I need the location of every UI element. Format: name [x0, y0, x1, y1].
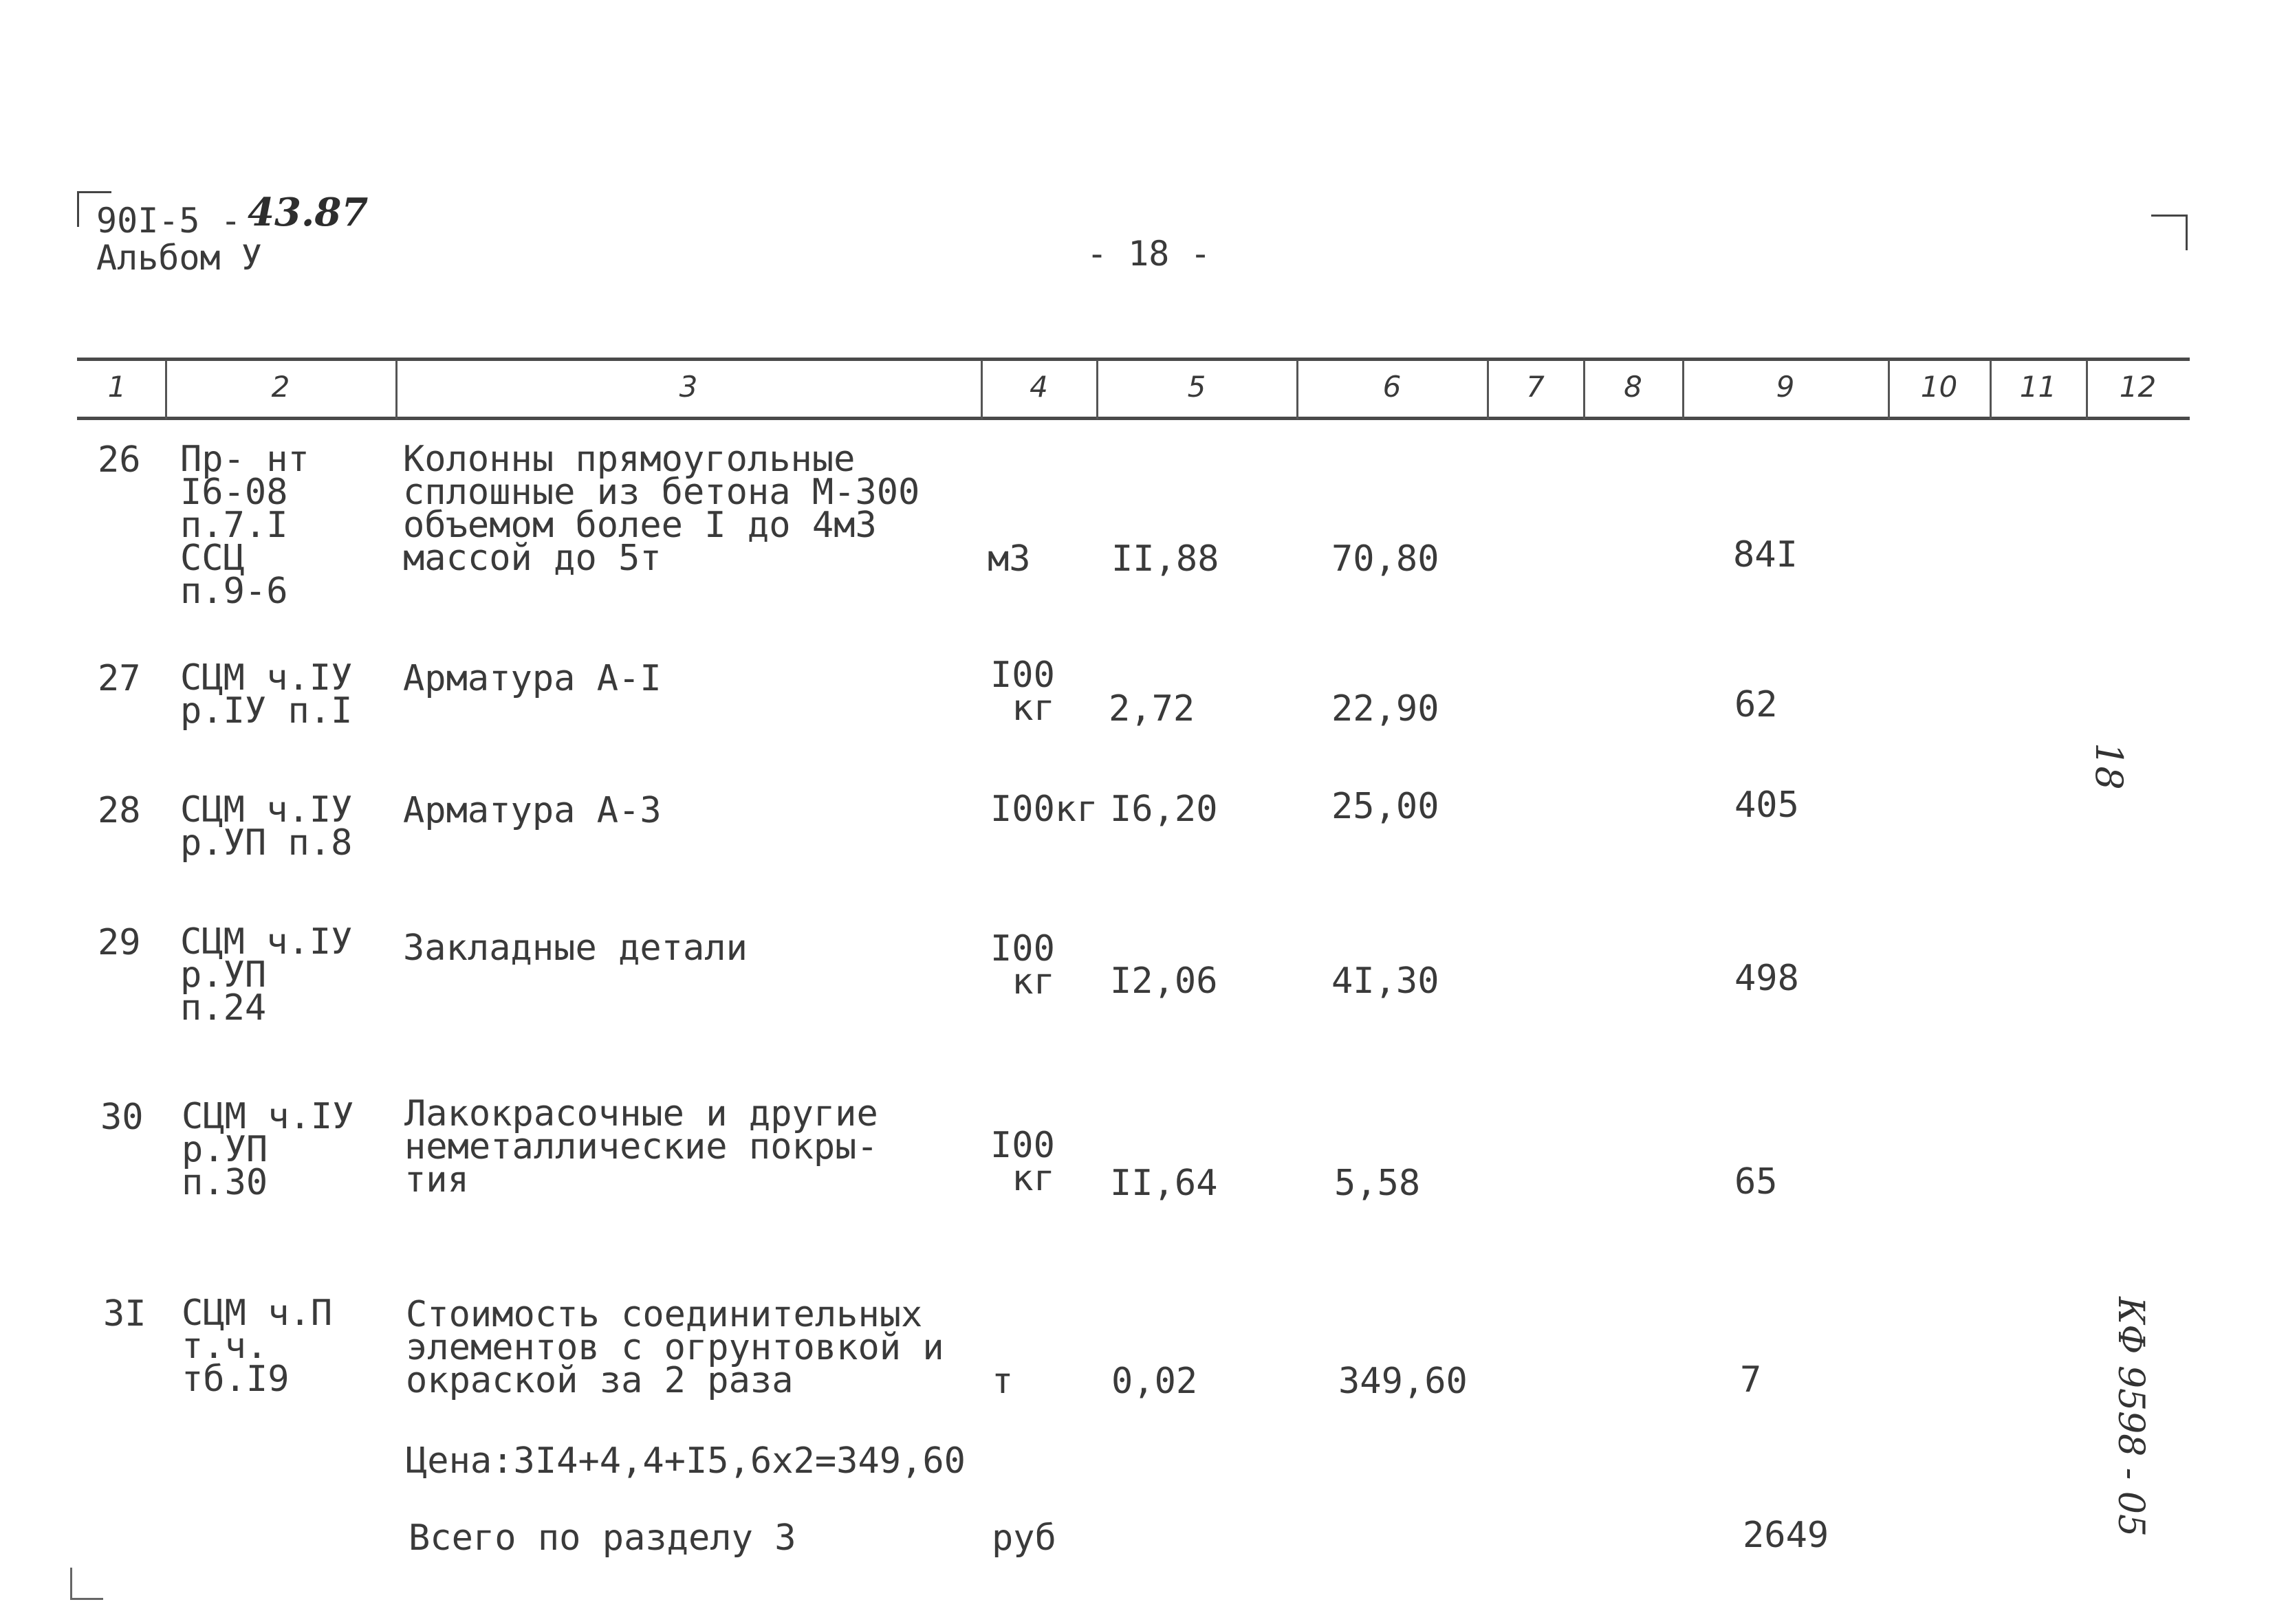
corner-mark-top-right-v [2186, 215, 2188, 250]
row-total: 7 [1740, 1359, 1762, 1401]
row-unit: I00 кг [990, 928, 1055, 1002]
row-price: 5,58 [1334, 1163, 1421, 1204]
corner-mark-bottom-left [70, 1568, 72, 1599]
summary-label: Всего по разделу 3 [409, 1517, 796, 1559]
row-basis: СЦМ ч.IУ р.УП п.24 [180, 921, 353, 1029]
row-quantity: I6,20 [1110, 789, 1218, 830]
row-total: 84I [1733, 534, 1798, 575]
row-number: 28 [98, 790, 141, 831]
row-price: 4I,30 [1331, 961, 1439, 1002]
row-quantity: 0,02 [1111, 1361, 1198, 1402]
row-basis: СЦМ ч.П т.ч. тб.I9 [182, 1293, 333, 1400]
row-price: 25,00 [1331, 786, 1439, 827]
row-quantity: 2,72 [1109, 688, 1195, 729]
row-name: Закладные детали [403, 928, 748, 969]
row-basis: СЦМ ч.IУ р.УП п.30 [182, 1096, 354, 1203]
row-name: Арматура А-I [403, 658, 662, 699]
row-total: 405 [1734, 784, 1799, 826]
price-note: Цена:3I4+4,4+I5,6х2=349,60 [406, 1440, 966, 1482]
row-basis: СЦМ ч.IУ р.УП п.8 [180, 789, 353, 864]
column-number: 7 [1526, 370, 1545, 404]
column-number: 2 [271, 370, 290, 404]
document-code-handwritten: 43.87 [248, 190, 369, 235]
row-quantity: II,64 [1110, 1163, 1218, 1204]
side-page-number: 18 [2087, 743, 2131, 790]
corner-mark-top-right [2151, 215, 2187, 217]
document-code: 90I-5 - [96, 201, 241, 241]
row-unit: т [992, 1361, 1014, 1402]
column-number: 1 [107, 370, 127, 404]
summary-unit: руб [992, 1517, 1056, 1559]
row-price: 349,60 [1338, 1361, 1468, 1402]
row-price: 22,90 [1331, 688, 1439, 729]
column-number: 6 [1382, 370, 1402, 404]
row-name: Колонны прямоугольные сплошные из бетона М-300 объемом более I до 4м3 массой до 5т [403, 439, 920, 579]
row-name: Арматура А-3 [403, 790, 662, 831]
corner-mark-bottom-left-h [70, 1598, 103, 1600]
column-number: 10 [1920, 370, 1958, 404]
column-number: 9 [1776, 370, 1795, 404]
row-quantity: I2,06 [1110, 961, 1218, 1002]
column-number: 11 [2019, 370, 2057, 404]
row-number: 27 [98, 658, 141, 699]
row-unit: I00 кг [990, 655, 1055, 729]
row-number: 26 [98, 439, 141, 481]
album-label: Альбом У [96, 238, 262, 278]
row-name: Стоимость соединительных элементов с огрунтовкой и окраской за 2 раза [406, 1294, 944, 1401]
table-top-rule [77, 358, 2190, 361]
column-number: 3 [679, 370, 698, 404]
column-number: 12 [2119, 370, 2157, 404]
column-number: 4 [1030, 370, 1048, 404]
row-total: 62 [1734, 684, 1778, 725]
row-total: 65 [1734, 1161, 1778, 1203]
page-number: - 18 - [1087, 234, 1211, 274]
summary-total: 2649 [1743, 1515, 1829, 1556]
table-header-bottom-rule [77, 417, 2190, 420]
row-basis: Пр- нт I6-08 п.7.I ССЦ п.9-6 [180, 439, 309, 612]
corner-mark-top-left [77, 191, 79, 227]
row-unit: I00кг [990, 789, 1098, 830]
row-number: 3I [103, 1293, 146, 1335]
row-unit: I00 кг [990, 1125, 1055, 1199]
row-price: 70,80 [1331, 538, 1439, 580]
row-number: 30 [100, 1097, 144, 1138]
row-basis: СЦМ ч.IУ р.IУ п.I [180, 657, 353, 732]
column-number: 5 [1187, 370, 1206, 404]
row-number: 29 [98, 922, 141, 963]
archive-stamp: КФ 9598 - 05 [2110, 1297, 2151, 1537]
row-unit: м3 [988, 538, 1031, 580]
row-total: 498 [1734, 958, 1799, 999]
row-name: Лакокрасочные и другие неметаллические покры- тия [404, 1093, 878, 1200]
row-quantity: II,88 [1111, 538, 1219, 580]
corner-mark-top-left-h [77, 191, 111, 193]
column-number: 8 [1624, 370, 1642, 404]
